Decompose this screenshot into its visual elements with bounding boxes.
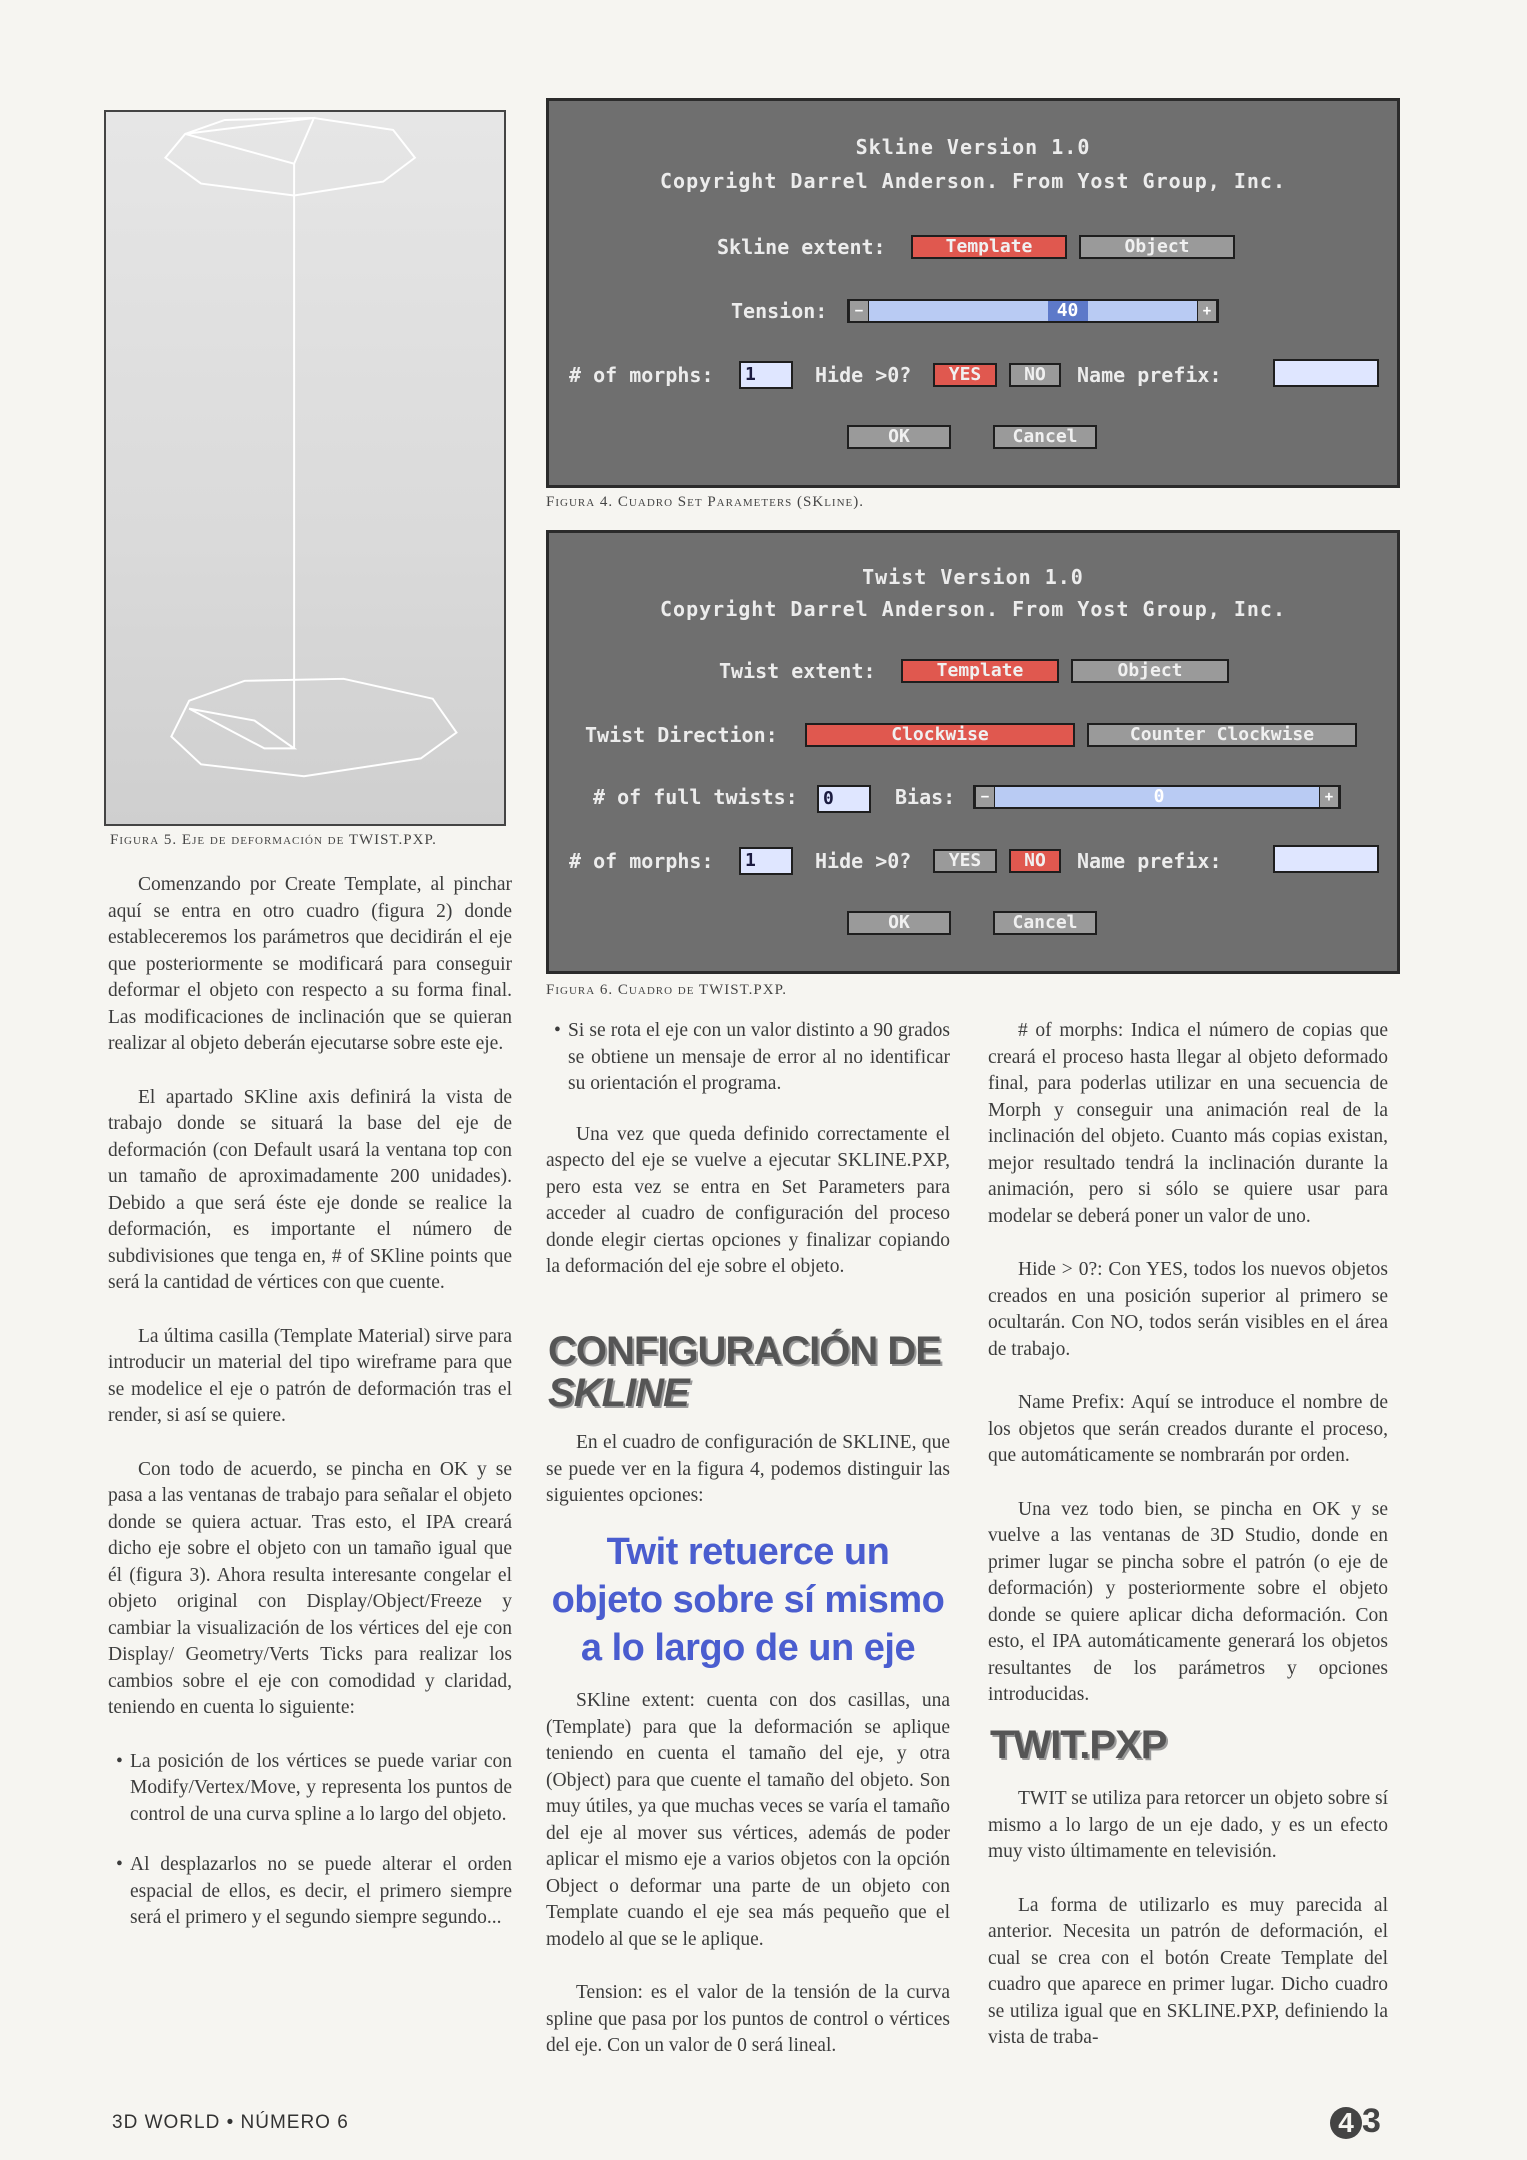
cancel-button[interactable]: Cancel (993, 425, 1097, 449)
morphs-label: # of morphs: (569, 363, 714, 387)
heading-line-2: SKLINE (548, 1371, 689, 1415)
minus-icon[interactable]: − (849, 301, 869, 321)
hide-label: Hide >0? (815, 849, 912, 873)
yes-button[interactable]: YES (933, 849, 997, 873)
footer-magazine: 3D WORLD • NÚMERO 6 (112, 2112, 349, 2133)
ok-button[interactable]: OK (847, 425, 951, 449)
bullet-item: • Si se rota el eje con un valor distinto a 90 grados se obtiene un mensaje de error al no identificar su orientación el programa. (546, 1018, 950, 1098)
morphs-input[interactable]: 1 (739, 847, 793, 875)
no-button[interactable]: NO (1009, 363, 1061, 387)
pull-quote-line: Twit retuerce un (606, 1531, 890, 1573)
name-prefix-label: Name prefix: (1077, 849, 1222, 873)
paragraph: Comenzando por Create Template, al pinchar aquí se entra en otro cuadro (figura 2) donde estableceremos los parámetros que decidirán el eje que posteriormente se modificará para conseguir deformar el objeto con respecto a su forma final. Las modificaciones de inclinación que se quieran realizar al objeto deberán ejecutarse sobre este eje. (108, 874, 512, 1054)
hide-label: Hide >0? (815, 363, 912, 387)
column-2-body (546, 1688, 950, 2087)
paragraph: La forma de utilizarlo es muy parecida al anterior. Necesita un patrón de deformación, el cual se crea con el botón Create Template del cuadro que aparece en primer lugar. Dicho cuadro se utiliza igual que en SKLINE.PXP, definiendo la vista de traba- (988, 1894, 1388, 2048)
template-button[interactable]: Template (911, 235, 1067, 259)
figure-6-caption: Figura 6. Cuadro de TWIST.PXP. (546, 982, 787, 998)
paragraph: Una vez todo bien, se pincha en OK y se vuelve a las ventanas de 3D Studio, donde en primer lugar se pincha sobre el patrón (o eje de deformación) y posteriormente sobre el objeto donde se quiere aplicar dicha deformación. Con esto, el IPA automáticamente generará los objetos resultantes de los parámetros y opciones introducidas. (988, 1498, 1388, 1705)
name-prefix-label: Name prefix: (1077, 363, 1222, 387)
figure-4-caption: Figura 4. Cuadro Set Parameters (SKline). (546, 494, 864, 510)
bias-slider[interactable] (973, 785, 1341, 809)
morphs-label: # of morphs: (569, 849, 714, 873)
paragraph: Con todo de acuerdo, se pincha en OK y se pasa a las ventanas de trabajo para señalar el objeto donde se quiera actuar. Tras esto, el IPA creará dicho eje sobre el objeto con un tamaño igual que él (figura 3). Ahora resulta interesante congelar el objeto original con Display/Object/Freeze y cambiar la visualización de los vértices del eje con Display/ Geometry/Verts Ticks para realizar los cambios sobre el eje con comodidad y claridad, teniendo en cuenta lo siguiente: (108, 1458, 512, 1718)
clockwise-button[interactable]: Clockwise (805, 723, 1075, 747)
pull-quote (546, 1528, 950, 1672)
cancel-button[interactable]: Cancel (993, 911, 1097, 935)
page-number-digit: 4 (1330, 2107, 1362, 2139)
bias-label: Bias: (895, 785, 956, 809)
heading-line-1: CONFIGURACIÓN DE (548, 1329, 941, 1373)
pull-quote-line: objeto sobre sí mismo (551, 1579, 945, 1621)
paragraph: En el cuadro de configuración de SKLINE, que se puede ver en la figura 4, podemos distinguir las siguientes opciones: (546, 1432, 950, 1506)
paragraph: TWIT se utiliza para retorcer un objeto sobre sí mismo a lo largo de un eje dado, y es un efecto muy visto últimamente en televisión. (988, 1788, 1388, 1862)
full-twists-label: # of full twists: (593, 785, 798, 809)
column-2 (546, 1018, 950, 1308)
tension-label: Tension: (731, 299, 828, 323)
plus-icon[interactable]: + (1319, 787, 1339, 807)
wireframe-drawing (106, 112, 504, 824)
column-3 (988, 1018, 1388, 1736)
full-twists-input[interactable]: 0 (817, 785, 871, 813)
page-number-digit: 3 (1362, 2102, 1381, 2140)
paragraph: SKline extent: cuenta con dos casillas, una (Template) para que la deformación se aplique teniendo en cuenta el tamaño del eje, y otra (Object) para que cuente el tamaño del objeto. Son muy útiles, ya que muchas veces se varía el tamaño del eje al mover sus vértices, además de poder aplicar el mismo eje a varios objetos con la opción Object o deformar una parte de un objeto con Template cuando el eje sea más pequeño que el modelo al que se le aplique. (546, 1690, 950, 1950)
figure-5-wireframe (104, 110, 506, 826)
dialog-copyright: Copyright Darrel Anderson. From Yost Group, Inc. (660, 169, 1286, 193)
figure-5-caption: Figura 5. Eje de deformación de TWIST.PXP. (110, 832, 437, 848)
bullet-item: • Al desplazarlos no se puede alterar el orden espacial de ellos, es decir, el primero siempre será el primero y el segundo siempre segundo... (108, 1852, 512, 1932)
yes-button[interactable]: YES (933, 363, 997, 387)
morphs-input[interactable]: 1 (739, 361, 793, 389)
bias-value: 0 (1153, 786, 1165, 807)
column-3-body (988, 1786, 1388, 2079)
twist-direction-label: Twist Direction: (585, 723, 778, 747)
name-prefix-input[interactable] (1273, 845, 1379, 873)
no-button[interactable]: NO (1009, 849, 1061, 873)
skline-dialog (546, 98, 1400, 488)
dialog-copyright: Copyright Darrel Anderson. From Yost Group, Inc. (660, 597, 1286, 621)
dialog-title: Twist Version 1.0 (862, 565, 1084, 589)
section-heading-twit: TWIT.PXP (990, 1723, 1167, 1767)
paragraph: El apartado SKline axis definirá la vista de trabajo donde se situará la base del eje de deformación (con Default usará la ventana top con un tamaño de aproximadamente 200 unidades). Debido a que será éste eje donde se realice la deformación, es importante el número de subdivisiones que tenga en, # of SKline points que será la cantidad de vértices con que cuente. (108, 1086, 512, 1293)
dialog-title: Skline Version 1.0 (855, 135, 1091, 159)
paragraph: Name Prefix: Aquí se introduce el nombre de los objetos que serán creados durante el proceso, que automáticamente se nombrarán por orden. (988, 1392, 1388, 1466)
template-button[interactable]: Template (901, 659, 1059, 683)
paragraph: Hide > 0?: Con YES, todos los nuevos objetos creados en una posición superior al primero se ocultarán. Con NO, todos serán visibles en el área de trabajo. (988, 1259, 1388, 1360)
column-1 (108, 872, 512, 1956)
twist-dialog (546, 530, 1400, 974)
paragraph: # of morphs: Indica el número de copias que creará el proceso hasta llegar al objeto deformado final, para poderlas utilizar en una secuencia de Morph y conseguir una animación real de la inclinación del objeto. Cuanto más copias existan, mejor resultado tendrá la inclinación durante la animación, pero si sólo se quiere usar para modelar se deberá poner un valor de uno. (988, 1020, 1388, 1227)
column-2-intro (546, 1430, 950, 1537)
ok-button[interactable]: OK (847, 911, 951, 935)
pull-quote-line: a lo largo de un eje (580, 1627, 916, 1669)
object-button[interactable]: Object (1071, 659, 1229, 683)
object-button[interactable]: Object (1079, 235, 1235, 259)
paragraph: Una vez que queda definido correctamente el aspecto del eje se vuelve a ejecutar SKLINE.PXP, pero esta vez se entra en Set Parameters para acceder al cuadro de configuración del proceso donde elegir ciertas opciones y finalizar copiando la deformación del eje sobre el objeto. (546, 1123, 950, 1277)
section-heading-configuracion (548, 1330, 941, 1414)
bullet-item: • La posición de los vértices se puede variar con Modify/Vertex/Move, y representa los puntos de control de una curva spline a lo largo del objeto. (108, 1749, 512, 1829)
paragraph: La última casilla (Template Material) sirve para introducir un material del tipo wireframe para que se modelice el eje o patrón de deformación tras el render, si así se quiere. (108, 1325, 512, 1426)
tension-slider[interactable] (847, 299, 1219, 323)
minus-icon[interactable]: − (975, 787, 995, 807)
twist-extent-label: Twist extent: (719, 659, 876, 683)
tension-value: 40 (1048, 301, 1088, 321)
page-number (1330, 2102, 1381, 2141)
name-prefix-input[interactable] (1273, 359, 1379, 387)
counter-clockwise-button[interactable]: Counter Clockwise (1087, 723, 1357, 747)
paragraph: Tension: es el valor de la tensión de la curva spline que pasa por los puntos de control o vértices del eje. Con un valor de 0 será lineal. (546, 1982, 950, 2056)
plus-icon[interactable]: + (1197, 301, 1217, 321)
skline-extent-label: Skline extent: (717, 235, 886, 259)
